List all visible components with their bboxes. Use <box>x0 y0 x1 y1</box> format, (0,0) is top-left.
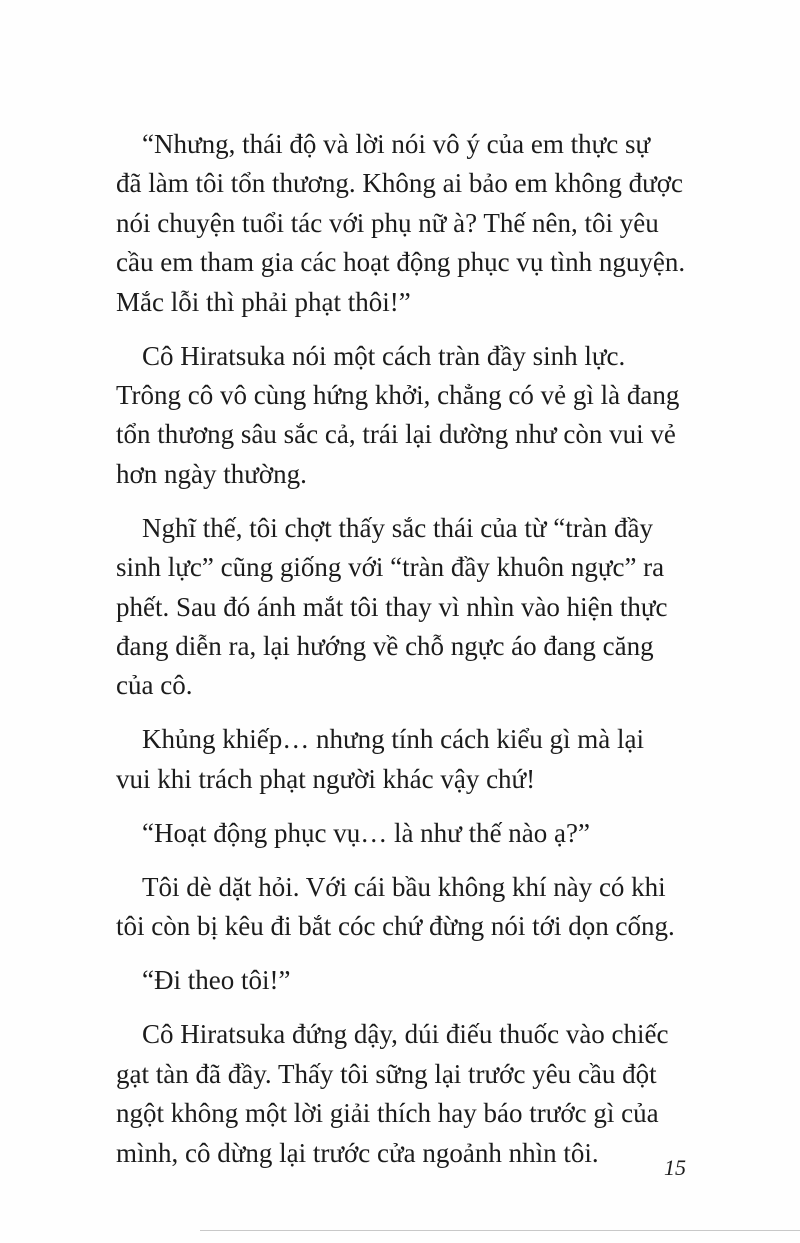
paragraph: Cô Hiratsuka nói một cách tràn đầy sinh lực. Trông cô vô cùng hứng khởi, chẳng có vẻ gì là đang tổn thương sâu sắc cả, trái lại dường như còn vui vẻ hơn ngày thường. <box>116 340 680 489</box>
paragraph: Cô Hiratsuka đứng dậy, dúi điếu thuốc vào chiếc gạt tàn đã đầy. Thấy tôi sững lại trước yêu cầu đột ngột không một lời giải thích hay báo trước gì của mình, cô dừng lại trước cửa ngoảnh nhìn tôi. <box>116 1019 669 1168</box>
page-edge-divider <box>200 1230 800 1231</box>
paragraph: “Hoạt động phục vụ… là như thế nào ạ?” <box>142 817 590 848</box>
body-text <box>116 125 708 1188</box>
paragraph: Nghĩ thế, tôi chợt thấy sắc thái của từ “tràn đầy sinh lực” cũng giống với “tràn đầy khuôn ngực” ra phết. Sau đó ánh mắt tôi thay vì nhìn vào hiện thực đang diễn ra, lại hướng về chỗ ngực áo đang căng của cô. <box>116 512 668 701</box>
page-number: 15 <box>664 1155 686 1180</box>
paragraph: Tôi dè dặt hỏi. Với cái bầu không khí này có khi tôi còn bị kêu đi bắt cóc chứ đừng nói tới dọn cống. <box>116 871 675 942</box>
paragraph: “Đi theo tôi!” <box>142 965 291 996</box>
paragraph: “Nhưng, thái độ và lời nói vô ý của em thực sự đã làm tôi tổn thương. Không ai bảo em không được nói chuyện tuổi tác với phụ nữ à? Thế nên, tôi yêu cầu em tham gia các hoạt động phục vụ tình nguyện. Mắc lỗi thì phải phạt thôi!” <box>116 129 686 317</box>
paragraph: Khủng khiếp… nhưng tính cách kiểu gì mà lại vui khi trách phạt người khác vậy chứ! <box>116 724 645 794</box>
